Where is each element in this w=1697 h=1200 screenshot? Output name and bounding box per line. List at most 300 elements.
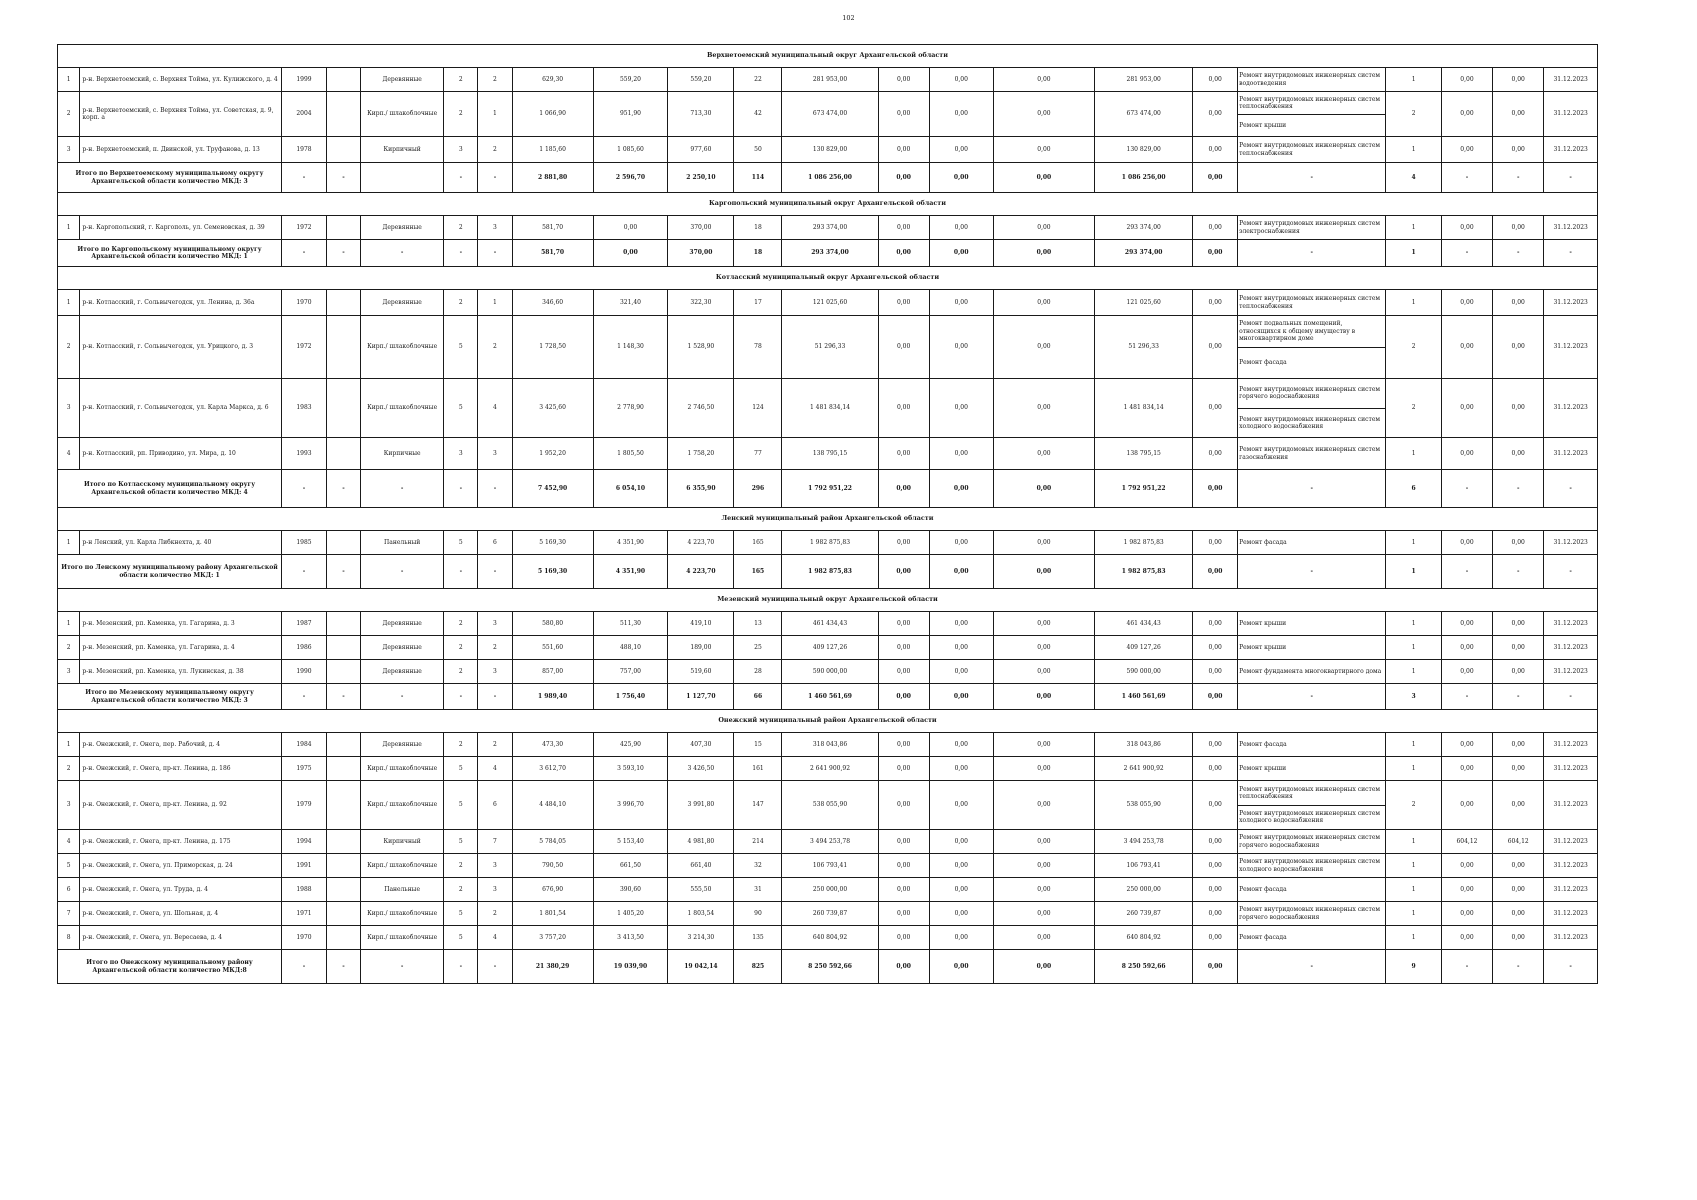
section-title: Верхнетоемский муниципальный округ Архангельской области bbox=[58, 45, 1598, 68]
cell-oth: 0,00 bbox=[1193, 379, 1238, 438]
cell-oth: 0,00 bbox=[1193, 660, 1238, 684]
page-number: 102 bbox=[842, 14, 855, 22]
cell-oth: 0,00 bbox=[1193, 438, 1238, 470]
cell-cost: 106 793,41 bbox=[782, 854, 878, 878]
total-year: - bbox=[282, 684, 327, 710]
table-row bbox=[58, 902, 1598, 926]
section-title: Онежский муниципальный район Архангельской области bbox=[58, 710, 1598, 733]
cell-f3: 0,00 bbox=[993, 926, 1094, 950]
cell-year: 1972 bbox=[282, 316, 327, 379]
cell-en: 2 bbox=[478, 902, 512, 926]
cell-f2: 0,00 bbox=[929, 757, 993, 781]
cell-u1: 0,00 bbox=[1441, 902, 1492, 926]
total-label: Итого по Ленскому муниципальному району Архангельской области количество МКД: 1 bbox=[58, 555, 282, 589]
cell-f3: 0,00 bbox=[993, 902, 1094, 926]
cell-cost: 673 474,00 bbox=[782, 92, 878, 137]
cell-fl: 2 bbox=[444, 68, 478, 92]
section-header bbox=[58, 710, 1598, 733]
total-cost: 293 374,00 bbox=[782, 240, 878, 267]
cell-res: 50 bbox=[734, 137, 782, 163]
cell-own: 51 296,33 bbox=[1095, 316, 1193, 379]
building-address: р-н. Онежский, г. Онега, ул. Шольная, д. 4 bbox=[80, 902, 282, 926]
table-row bbox=[58, 216, 1598, 240]
total-own: 8 250 592,66 bbox=[1095, 950, 1193, 984]
cell-c3 bbox=[326, 830, 360, 854]
cell-u1: 0,00 bbox=[1441, 438, 1492, 470]
cell-oth: 0,00 bbox=[1193, 68, 1238, 92]
total-a1: 1 989,40 bbox=[512, 684, 593, 710]
cell-u2: 0,00 bbox=[1493, 92, 1544, 137]
total-f3: 0,00 bbox=[993, 240, 1094, 267]
cell-own: 130 829,00 bbox=[1095, 137, 1193, 163]
total-own: 1 086 256,00 bbox=[1095, 163, 1193, 193]
cell-fl: 2 bbox=[444, 92, 478, 137]
cell-f1: 0,00 bbox=[878, 216, 929, 240]
cell-f1: 0,00 bbox=[878, 757, 929, 781]
table-body bbox=[58, 45, 1598, 984]
total-u2: - bbox=[1493, 684, 1544, 710]
cell-mat: Кирп./ шлакоблочные bbox=[361, 926, 444, 950]
cell-en: 1 bbox=[478, 92, 512, 137]
total-fl: - bbox=[444, 470, 478, 508]
table-row bbox=[58, 830, 1598, 854]
cell-res: 42 bbox=[734, 92, 782, 137]
cell-f2: 0,00 bbox=[929, 660, 993, 684]
cell-u1: 0,00 bbox=[1441, 216, 1492, 240]
total-res: 825 bbox=[734, 950, 782, 984]
total-mat: - bbox=[361, 555, 444, 589]
work-type: Ремонт крыши bbox=[1238, 757, 1386, 781]
cell-u1: 0,00 bbox=[1441, 636, 1492, 660]
cell-own: 106 793,41 bbox=[1095, 854, 1193, 878]
total-en: - bbox=[478, 470, 512, 508]
cell-own: 461 434,43 bbox=[1095, 612, 1193, 636]
total-u1: - bbox=[1441, 555, 1492, 589]
cell-oth: 0,00 bbox=[1193, 636, 1238, 660]
work-type: Ремонт крыши bbox=[1239, 121, 1287, 129]
cell-a2: 1 405,20 bbox=[593, 902, 668, 926]
total-date: - bbox=[1544, 684, 1598, 710]
building-address: р-н. Каргопольский, г. Каргополь, ул. Семеновская, д. 39 bbox=[80, 216, 282, 240]
cell-mat: Кирп./ шлакоблочные bbox=[361, 316, 444, 379]
total-a2: 0,00 bbox=[593, 240, 668, 267]
cell-u2: 604,12 bbox=[1493, 830, 1544, 854]
row-number: 1 bbox=[58, 290, 80, 316]
building-address: р-н. Котласский, г. Сольвычегодск, ул. Ленина, д. 36а bbox=[80, 290, 282, 316]
cell-cnt: 2 bbox=[1386, 92, 1441, 137]
cell-mat: Кирп./ шлакоблочные bbox=[361, 379, 444, 438]
cell-f2: 0,00 bbox=[929, 92, 993, 137]
cell-f1: 0,00 bbox=[878, 660, 929, 684]
total-u2: - bbox=[1493, 240, 1544, 267]
cell-u2: 0,00 bbox=[1493, 379, 1544, 438]
cell-cost: 409 127,26 bbox=[782, 636, 878, 660]
table-row bbox=[58, 781, 1598, 830]
cell-u1: 0,00 bbox=[1441, 781, 1492, 830]
section-header bbox=[58, 193, 1598, 216]
work-type: Ремонт внутридомовых инженерных систем холодного водоснабжения bbox=[1239, 810, 1381, 825]
cell-en: 3 bbox=[478, 438, 512, 470]
cell-en: 4 bbox=[478, 757, 512, 781]
cell-a1: 1 185,60 bbox=[512, 137, 593, 163]
total-a3: 19 042,14 bbox=[668, 950, 734, 984]
cell-en: 3 bbox=[478, 854, 512, 878]
cell-res: 17 bbox=[734, 290, 782, 316]
total-row bbox=[58, 950, 1598, 984]
cell-cost: 281 953,00 bbox=[782, 68, 878, 92]
cell-year: 1971 bbox=[282, 902, 327, 926]
cell-year: 1993 bbox=[282, 438, 327, 470]
cell-u2: 0,00 bbox=[1493, 316, 1544, 379]
cell-cost: 538 055,90 bbox=[782, 781, 878, 830]
cell-u2: 0,00 bbox=[1493, 733, 1544, 757]
cell-en: 6 bbox=[478, 781, 512, 830]
cell-cost: 2 641 900,92 bbox=[782, 757, 878, 781]
cell-u2: 0,00 bbox=[1493, 68, 1544, 92]
cell-cnt: 1 bbox=[1386, 733, 1441, 757]
total-oth: 0,00 bbox=[1193, 950, 1238, 984]
cell-a2: 1 148,30 bbox=[593, 316, 668, 379]
total-c3: - bbox=[326, 240, 360, 267]
total-res: 165 bbox=[734, 555, 782, 589]
cell-year: 1987 bbox=[282, 612, 327, 636]
cell-a3: 322,30 bbox=[668, 290, 734, 316]
cell-own: 293 374,00 bbox=[1095, 216, 1193, 240]
cell-a2: 951,90 bbox=[593, 92, 668, 137]
cell-date: 31.12.2023 bbox=[1544, 830, 1598, 854]
row-number: 2 bbox=[58, 757, 80, 781]
cell-cnt: 1 bbox=[1386, 137, 1441, 163]
total-oth: 0,00 bbox=[1193, 163, 1238, 193]
cell-cnt: 1 bbox=[1386, 438, 1441, 470]
cell-u2: 0,00 bbox=[1493, 438, 1544, 470]
total-u2: - bbox=[1493, 470, 1544, 508]
cell-a2: 1 085,60 bbox=[593, 137, 668, 163]
row-number: 7 bbox=[58, 902, 80, 926]
total-a1: 2 881,80 bbox=[512, 163, 593, 193]
cell-fl: 3 bbox=[444, 438, 478, 470]
cell-mat: Деревянные bbox=[361, 636, 444, 660]
work-type: Ремонт внутридомовых инженерных систем горячего водоснабжения bbox=[1238, 379, 1385, 409]
work-type: Ремонт внутридомовых инженерных систем водоотведения bbox=[1238, 68, 1386, 92]
cell-a3: 3 214,30 bbox=[668, 926, 734, 950]
total-cost: 1 086 256,00 bbox=[782, 163, 878, 193]
cell-en: 1 bbox=[478, 290, 512, 316]
building-address: р-н. Онежский, г. Онега, пер. Рабочий, д. 4 bbox=[80, 733, 282, 757]
cell-f1: 0,00 bbox=[878, 137, 929, 163]
cell-c3 bbox=[326, 733, 360, 757]
cell-cnt: 1 bbox=[1386, 757, 1441, 781]
building-address: р-н. Верхнетоемский, п. Двинской, ул. Труфанова, д. 13 bbox=[80, 137, 282, 163]
cell-u1: 604,12 bbox=[1441, 830, 1492, 854]
table-row bbox=[58, 92, 1598, 137]
total-en: - bbox=[478, 950, 512, 984]
cell-fl: 5 bbox=[444, 781, 478, 830]
total-u2: - bbox=[1493, 555, 1544, 589]
total-f1: 0,00 bbox=[878, 950, 929, 984]
row-number: 3 bbox=[58, 379, 80, 438]
cell-c3 bbox=[326, 316, 360, 379]
work-type: Ремонт фасада bbox=[1238, 733, 1386, 757]
total-mat: - bbox=[361, 240, 444, 267]
cell-mat: Деревянные bbox=[361, 733, 444, 757]
cell-a2: 390,60 bbox=[593, 878, 668, 902]
cell-oth: 0,00 bbox=[1193, 757, 1238, 781]
total-f1: 0,00 bbox=[878, 163, 929, 193]
cell-date: 31.12.2023 bbox=[1544, 137, 1598, 163]
cell-f1: 0,00 bbox=[878, 878, 929, 902]
cell-own: 250 000,00 bbox=[1095, 878, 1193, 902]
total-f1: 0,00 bbox=[878, 240, 929, 267]
cell-c3 bbox=[326, 290, 360, 316]
cell-fl: 5 bbox=[444, 531, 478, 555]
row-number: 1 bbox=[58, 733, 80, 757]
cell-cost: 293 374,00 bbox=[782, 216, 878, 240]
cell-mat: Панельные bbox=[361, 878, 444, 902]
cell-fl: 2 bbox=[444, 290, 478, 316]
cell-cost: 51 296,33 bbox=[782, 316, 878, 379]
cell-f2: 0,00 bbox=[929, 878, 993, 902]
cell-c3 bbox=[326, 878, 360, 902]
cell-date: 31.12.2023 bbox=[1544, 757, 1598, 781]
total-label: Итого по Котласскому муниципальному округу Архангельской области количество МКД: 4 bbox=[58, 470, 282, 508]
cell-c3 bbox=[326, 781, 360, 830]
total-cost: 1 982 875,83 bbox=[782, 555, 878, 589]
cell-cost: 461 434,43 bbox=[782, 612, 878, 636]
work-type: Ремонт внутридомовых инженерных систем холодного водоснабжения bbox=[1238, 854, 1386, 878]
total-cost: 1 792 951,22 bbox=[782, 470, 878, 508]
table-row bbox=[58, 612, 1598, 636]
work-type: Ремонт крыши bbox=[1238, 636, 1386, 660]
total-oth: 0,00 bbox=[1193, 470, 1238, 508]
work-types bbox=[1238, 379, 1386, 438]
cell-u1: 0,00 bbox=[1441, 531, 1492, 555]
row-number: 8 bbox=[58, 926, 80, 950]
cell-oth: 0,00 bbox=[1193, 854, 1238, 878]
cell-cost: 260 739,87 bbox=[782, 902, 878, 926]
work-types bbox=[1238, 781, 1386, 830]
cell-oth: 0,00 bbox=[1193, 781, 1238, 830]
total-mat: - bbox=[361, 684, 444, 710]
cell-f3: 0,00 bbox=[993, 660, 1094, 684]
building-address: р-н. Онежский, г. Онега, ул. Приморская, д. 24 bbox=[80, 854, 282, 878]
cell-own: 3 494 253,78 bbox=[1095, 830, 1193, 854]
cell-a1: 629,30 bbox=[512, 68, 593, 92]
cell-fl: 3 bbox=[444, 137, 478, 163]
cell-oth: 0,00 bbox=[1193, 830, 1238, 854]
total-mat bbox=[361, 163, 444, 193]
cell-date: 31.12.2023 bbox=[1544, 92, 1598, 137]
total-mat: - bbox=[361, 470, 444, 508]
cell-date: 31.12.2023 bbox=[1544, 854, 1598, 878]
total-fl: - bbox=[444, 950, 478, 984]
cell-fl: 2 bbox=[444, 660, 478, 684]
cell-a3: 1 758,20 bbox=[668, 438, 734, 470]
cell-f1: 0,00 bbox=[878, 854, 929, 878]
total-year: - bbox=[282, 555, 327, 589]
cell-fl: 5 bbox=[444, 830, 478, 854]
cell-u2: 0,00 bbox=[1493, 290, 1544, 316]
cell-c3 bbox=[326, 757, 360, 781]
total-f1: 0,00 bbox=[878, 684, 929, 710]
cell-cnt: 1 bbox=[1386, 290, 1441, 316]
row-number: 2 bbox=[58, 92, 80, 137]
cell-mat: Кирп./ шлакоблочные bbox=[361, 781, 444, 830]
table-row bbox=[58, 878, 1598, 902]
cell-u1: 0,00 bbox=[1441, 854, 1492, 878]
cell-a1: 581,70 bbox=[512, 216, 593, 240]
cell-cnt: 1 bbox=[1386, 926, 1441, 950]
total-u1: - bbox=[1441, 470, 1492, 508]
total-a3: 1 127,70 bbox=[668, 684, 734, 710]
table-row bbox=[58, 379, 1598, 438]
table-row bbox=[58, 636, 1598, 660]
total-a2: 1 756,40 bbox=[593, 684, 668, 710]
table-row bbox=[58, 68, 1598, 92]
cell-fl: 5 bbox=[444, 757, 478, 781]
cell-f1: 0,00 bbox=[878, 733, 929, 757]
total-date: - bbox=[1544, 240, 1598, 267]
cell-fl: 5 bbox=[444, 379, 478, 438]
section-header bbox=[58, 589, 1598, 612]
total-f3: 0,00 bbox=[993, 555, 1094, 589]
cell-a2: 0,00 bbox=[593, 216, 668, 240]
cell-a1: 473,30 bbox=[512, 733, 593, 757]
cell-a3: 370,00 bbox=[668, 216, 734, 240]
cell-en: 3 bbox=[478, 612, 512, 636]
cell-en: 3 bbox=[478, 878, 512, 902]
cell-en: 2 bbox=[478, 137, 512, 163]
cell-f2: 0,00 bbox=[929, 612, 993, 636]
cell-date: 31.12.2023 bbox=[1544, 781, 1598, 830]
total-f1: 0,00 bbox=[878, 470, 929, 508]
cell-a3: 4 981,80 bbox=[668, 830, 734, 854]
cell-f3: 0,00 bbox=[993, 781, 1094, 830]
total-en: - bbox=[478, 555, 512, 589]
cell-c3 bbox=[326, 660, 360, 684]
cell-en: 2 bbox=[478, 636, 512, 660]
cell-u2: 0,00 bbox=[1493, 878, 1544, 902]
total-a2: 2 596,70 bbox=[593, 163, 668, 193]
cell-f2: 0,00 bbox=[929, 781, 993, 830]
cell-f3: 0,00 bbox=[993, 531, 1094, 555]
work-type: Ремонт крыши bbox=[1238, 612, 1386, 636]
cell-f1: 0,00 bbox=[878, 926, 929, 950]
cell-f2: 0,00 bbox=[929, 830, 993, 854]
cell-c3 bbox=[326, 137, 360, 163]
cell-own: 260 739,87 bbox=[1095, 902, 1193, 926]
cell-f3: 0,00 bbox=[993, 137, 1094, 163]
cell-f2: 0,00 bbox=[929, 290, 993, 316]
total-oth: 0,00 bbox=[1193, 240, 1238, 267]
total-c3: - bbox=[326, 470, 360, 508]
table-row bbox=[58, 137, 1598, 163]
total-own: 1 460 561,69 bbox=[1095, 684, 1193, 710]
cell-f2: 0,00 bbox=[929, 636, 993, 660]
building-address: р-н. Котласский, г. Сольвычегодск, ул. Урицкого, д. 3 bbox=[80, 316, 282, 379]
cell-a1: 1 952,20 bbox=[512, 438, 593, 470]
cell-a1: 5 169,30 bbox=[512, 531, 593, 555]
cell-a3: 419,10 bbox=[668, 612, 734, 636]
cell-en: 3 bbox=[478, 216, 512, 240]
total-a2: 6 054,10 bbox=[593, 470, 668, 508]
cell-u2: 0,00 bbox=[1493, 636, 1544, 660]
cell-mat: Деревянные bbox=[361, 68, 444, 92]
cell-mat: Деревянные bbox=[361, 290, 444, 316]
cell-res: 22 bbox=[734, 68, 782, 92]
cell-cost: 590 000,00 bbox=[782, 660, 878, 684]
section-title: Котласский муниципальный округ Архангельской области bbox=[58, 267, 1598, 290]
cell-date: 31.12.2023 bbox=[1544, 612, 1598, 636]
cell-a1: 3 425,60 bbox=[512, 379, 593, 438]
cell-cost: 138 795,15 bbox=[782, 438, 878, 470]
cell-cnt: 1 bbox=[1386, 216, 1441, 240]
building-address: р-н. Онежский, г. Онега, пр-кт. Ленина, д. 186 bbox=[80, 757, 282, 781]
work-types bbox=[1238, 92, 1386, 137]
total-cost: 1 460 561,69 bbox=[782, 684, 878, 710]
total-cnt: 1 bbox=[1386, 240, 1441, 267]
total-a3: 4 223,70 bbox=[668, 555, 734, 589]
total-a2: 19 039,90 bbox=[593, 950, 668, 984]
building-address: р-н Ленский, ул. Карла Либкнехта, д. 40 bbox=[80, 531, 282, 555]
cell-oth: 0,00 bbox=[1193, 92, 1238, 137]
cell-res: 78 bbox=[734, 316, 782, 379]
cell-fl: 2 bbox=[444, 216, 478, 240]
total-row bbox=[58, 240, 1598, 267]
table-row bbox=[58, 854, 1598, 878]
cell-c3 bbox=[326, 612, 360, 636]
cell-year: 1986 bbox=[282, 636, 327, 660]
work-type: Ремонт фасада bbox=[1238, 878, 1386, 902]
cell-f2: 0,00 bbox=[929, 902, 993, 926]
row-number: 4 bbox=[58, 438, 80, 470]
cell-fl: 5 bbox=[444, 316, 478, 379]
cell-mat: Панельный bbox=[361, 531, 444, 555]
cell-fl: 2 bbox=[444, 854, 478, 878]
cell-c3 bbox=[326, 216, 360, 240]
cell-cost: 640 804,92 bbox=[782, 926, 878, 950]
cell-year: 1978 bbox=[282, 137, 327, 163]
cell-a3: 1 803,54 bbox=[668, 902, 734, 926]
total-fl: - bbox=[444, 240, 478, 267]
cell-u1: 0,00 bbox=[1441, 733, 1492, 757]
cell-date: 31.12.2023 bbox=[1544, 636, 1598, 660]
cell-a3: 189,00 bbox=[668, 636, 734, 660]
cell-u2: 0,00 bbox=[1493, 926, 1544, 950]
total-res: 18 bbox=[734, 240, 782, 267]
table-row bbox=[58, 531, 1598, 555]
work-type: Ремонт внутридомовых инженерных систем теплоснабжения bbox=[1238, 137, 1386, 163]
cell-oth: 0,00 bbox=[1193, 216, 1238, 240]
cell-res: 32 bbox=[734, 854, 782, 878]
cell-date: 31.12.2023 bbox=[1544, 216, 1598, 240]
cell-f1: 0,00 bbox=[878, 92, 929, 137]
cell-a1: 857,00 bbox=[512, 660, 593, 684]
row-number: 2 bbox=[58, 316, 80, 379]
cell-f1: 0,00 bbox=[878, 612, 929, 636]
cell-en: 2 bbox=[478, 316, 512, 379]
cell-cnt: 2 bbox=[1386, 781, 1441, 830]
table-row bbox=[58, 438, 1598, 470]
cell-a3: 2 746,50 bbox=[668, 379, 734, 438]
work-type: Ремонт фундамента многоквартирного дома bbox=[1238, 660, 1386, 684]
total-c3: - bbox=[326, 163, 360, 193]
total-en: - bbox=[478, 163, 512, 193]
cell-mat: Кирпичный bbox=[361, 137, 444, 163]
cell-f1: 0,00 bbox=[878, 290, 929, 316]
cell-res: 214 bbox=[734, 830, 782, 854]
work-types bbox=[1238, 316, 1386, 379]
